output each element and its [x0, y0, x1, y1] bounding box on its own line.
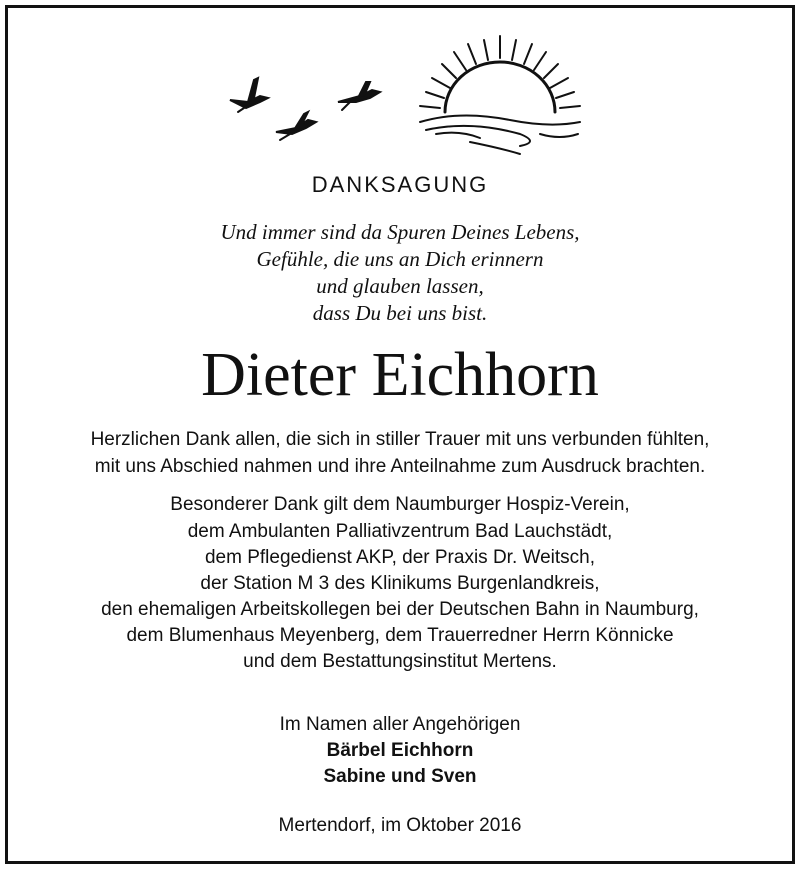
thanks-general-line: mit uns Abschied nahmen und ihre Anteilnahme zum Ausdruck brachten. [94, 456, 706, 477]
thanks-special-line: den ehemaligen Arbeitskollegen bei der Deutschen Bahn in Naumburg, [101, 599, 699, 620]
signoff-name: Bärbel Eichhorn [326, 740, 474, 761]
place-date: Mertendorf, im Oktober 2016 [278, 815, 522, 836]
rising-sun-icon [420, 36, 580, 154]
thanks-special-line: dem Ambulanten Palliativzentrum Bad Lauchstädt, [187, 521, 613, 542]
thanks-special-line: und dem Bestattungsinstitut Mertens. [243, 651, 557, 672]
thanks-special-line: Besonderer Dank gilt dem Naumburger Hospiz-Verein, [170, 494, 630, 515]
decorative-illustration [220, 30, 590, 160]
verse-line: und glauben lassen, [316, 274, 484, 298]
thanks-special-line: der Station M 3 des Klinikums Burgenlandkreis, [200, 573, 600, 594]
verse-line: Und immer sind da Spuren Deines Lebens, [220, 220, 580, 244]
thanks-special-line: dem Blumenhaus Meyenberg, dem Trauerredner Herrn Könnicke [126, 625, 674, 646]
verse-line: Gefühle, die uns an Dich erinnern [256, 247, 544, 271]
deceased-name: Dieter Eichhorn [201, 341, 599, 409]
thanks-special-line: dem Pflegedienst AKP, der Praxis Dr. Weitsch, [204, 547, 596, 568]
verse-line: dass Du bei uns bist. [312, 301, 488, 325]
notice-heading: DANKSAGUNG [311, 172, 489, 197]
thanks-general-line: Herzlichen Dank allen, die sich in stiller Trauer mit uns verbunden fühlten, [90, 429, 710, 450]
signoff-name: Sabine und Sven [323, 766, 477, 787]
signoff-intro: Im Namen aller Angehörigen [279, 714, 521, 735]
flying-birds-icon [230, 78, 380, 140]
